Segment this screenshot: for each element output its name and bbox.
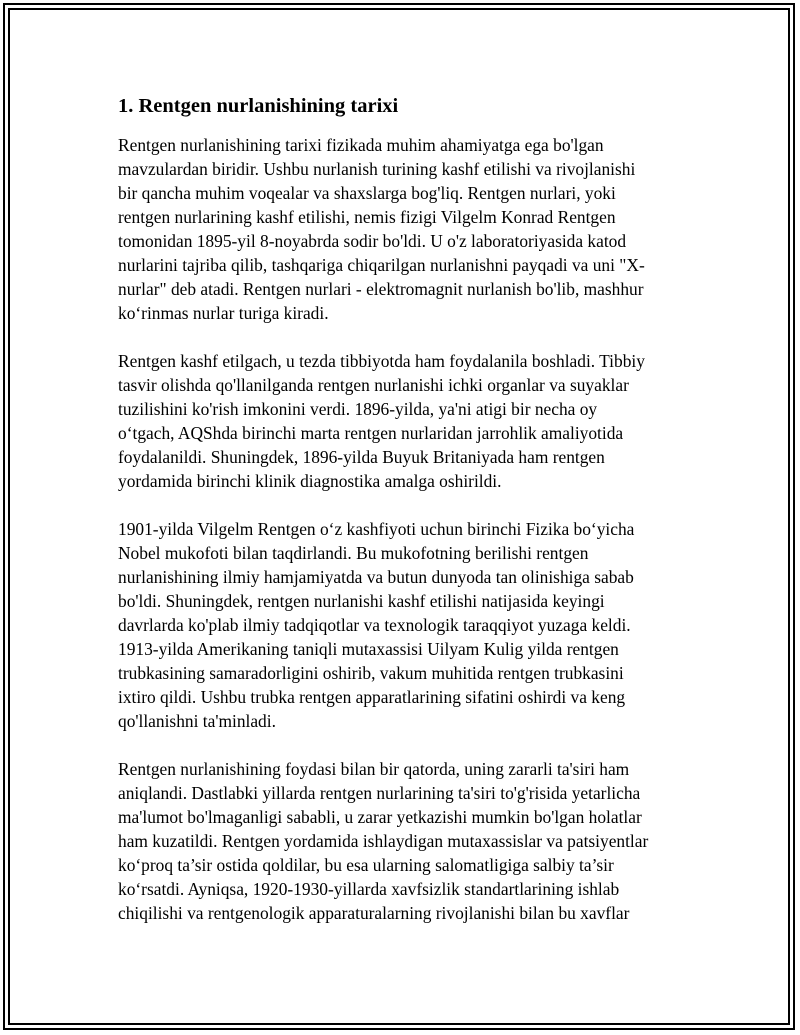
text-line: mavzulardan biridir. Ushbu nurlanish turining kashf etilishi va rivojlanishi [118,159,636,179]
text-line: tasvir olishda qo'llanilganda rentgen nurlanishi ichki organlar va suyaklar [118,375,629,395]
text-line: trubkasining samaradorligini oshirib, vakum muhitida rentgen trubkasini [118,663,624,683]
text-line: Rentgen nurlanishining tarixi fizikada muhim ahamiyatga ega bo'lgan [118,135,604,155]
text-line: rentgen nurlarining kashf etilishi, nemis fizigi Vilgelm Konrad Rentgen [118,207,616,227]
text-line: o‘tgach, AQShda birinchi marta rentgen nurlaridan jarrohlik amaliyotida [118,423,624,443]
paragraph-4 [118,757,688,925]
text-line: yordamida birinchi klinik diagnostika amalga oshirildi. [118,471,502,491]
text-line: Rentgen nurlanishining foydasi bilan bir qatorda, uning zararli ta'siri ham [118,759,630,779]
paragraph-3 [118,517,688,733]
document-body [118,93,688,949]
text-line: Nobel mukofoti bilan taqdirlandi. Bu mukofotning berilishi rentgen [118,543,589,563]
text-line: foydalanildi. Shuningdek, 1896-yilda Buyuk Britaniyada ham rentgen [118,447,605,467]
paragraph-2 [118,349,688,493]
text-line: nurlar" deb atadi. Rentgen nurlari - elektromagnit nurlanish bo'lib, mashhur [118,279,644,299]
text-line: ko‘rsatdi. Ayniqsa, 1920-1930-yillarda xavfsizlik standartlarining ishlab [118,879,620,899]
text-line: bir qancha muhim voqealar va shaxslarga bog'liq. Rentgen nurlari, yoki [118,183,616,203]
text-line: ko‘proq ta’sir ostida qoldilar, bu esa ularning salomatligiga salbiy ta’sir [118,855,614,875]
text-line: ma'lumot bo'lmaganligi sababli, u zarar yetkazishi mumkin bo'lgan holatlar [118,807,642,827]
text-line: ko‘rinmas nurlar turiga kiradi. [118,303,329,323]
text-line: nurlarini tajriba qilib, tashqariga chiqarilgan nurlanishni payqadi va uni "X- [118,255,645,275]
text-line: davrlarda ko'plab ilmiy tadqiqotlar va texnologik taraqqiyot yuzaga keldi. [118,615,631,635]
text-line: 1901-yilda Vilgelm Rentgen o‘z kashfiyoti uchun birinchi Fizika bo‘yicha [118,519,635,539]
text-line: chiqilishi va rentgenologik apparaturalarning rivojlanishi bilan bu xavflar [118,903,630,923]
text-line: qo'llanishni ta'minladi. [118,711,276,731]
text-line: bo'ldi. Shuningdek, rentgen nurlanishi kashf etilishi natijasida keyingi [118,591,605,611]
text-line: tuzilishini ko'rish imkonini verdi. 1896-yilda, ya'ni atigi bir necha oy [118,399,598,419]
text-line: Rentgen kashf etilgach, u tezda tibbiyotda ham foydalanila boshladi. Tibbiy [118,351,645,371]
text-line: aniqlandi. Dastlabki yillarda rentgen nurlarining ta'siri to'g'risida yetarlicha [118,783,641,803]
section-heading: 1. Rentgen nurlanishining tarixi [118,95,399,117]
text-line: ham kuzatildi. Rentgen yordamida ishlaydigan mutaxassislar va patsiyentlar [118,831,649,851]
text-line: ixtiro qildi. Ushbu trubka rentgen apparatlarining sifatini oshirdi va keng [118,687,626,707]
text-line: 1913-yilda Amerikaning taniqli mutaxassisi Uilyam Kulig yilda rentgen [118,639,619,659]
text-line: tomonidan 1895-yil 8-noyabrda sodir bo'ldi. U o'z laboratoriyasida katod [118,231,627,251]
paragraph-1 [118,133,688,325]
text-line: nurlanishining ilmiy hamjamiyatda va butun dunyoda tan olinishiga sabab [118,567,634,587]
